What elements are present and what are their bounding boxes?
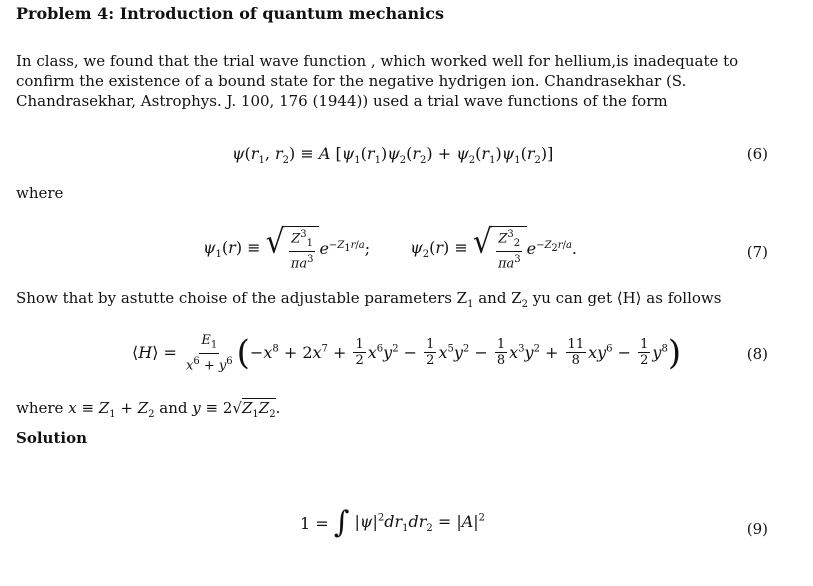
equation-6: $\psi(r_1$, $r_2) \equiv A$ $[\psi_1(r_1)\psi_2(r_2) + \psi_2(r_1)\psi_1(r_2)]$ xyxy=(232,144,554,167)
equation-number-7: (7) xyxy=(746,243,768,261)
where-definitions: where $x \equiv Z_1 + Z_2$ and $y \equiv 2√Z_1Z_2$. xyxy=(16,399,281,420)
equation-number-6: (6) xyxy=(746,145,768,163)
equation-7: $\psi_1(r)$ ≡ √ $\frac{Z^3_1}{\pi a^3}$ $e^{-Z_1r/a}$; $\psi_2(r)$ ≡ √ $\frac{Z^3_2}{\pi a^3}$ $e^{-Z_2r/a}$. xyxy=(203,222,578,272)
where-label: where xyxy=(16,184,64,202)
intro-paragraph: In class, we found that the trial wave function , which worked well for hellium,is inadequate to confirm the existence of a bound state for the negative hydrigen ion. Chandrasekhar (S. Chandrasekhar, Astrophys. J. 100, 176 (1944)) used a trial wave functions of the form xyxy=(16,52,739,110)
problem-heading: Problem 4: Introduction of quantum mechanics xyxy=(16,4,444,23)
equation-9: 1 = ∫ $|\psi|^2dr_1dr_2 = |A|^2$ xyxy=(300,505,486,540)
equation-8: ⟨H⟩ = $\frac{E_1}{x^6 + y^6}$ ( $-x^8 + 2x^7$ + $\frac{1}{2}$ $x^6y^2$ − $\frac{1}{2}$ $x^5y^2$ − $\frac{1}{8}$ $x^3y^2$ + $\frac{11}{8}$ $xy^6$ − $\frac{1}{2}$ $y^8$ ) xyxy=(132,332,682,373)
equation-number-8: (8) xyxy=(746,345,768,363)
equation-number-9: (9) xyxy=(746,520,768,538)
show-that-sentence: Show that by astutte choise of the adjustable parameters $Z_1$ and $Z_2$ yu can get ⟨H⟩ as follows xyxy=(16,289,722,310)
solution-label: Solution xyxy=(16,429,87,447)
